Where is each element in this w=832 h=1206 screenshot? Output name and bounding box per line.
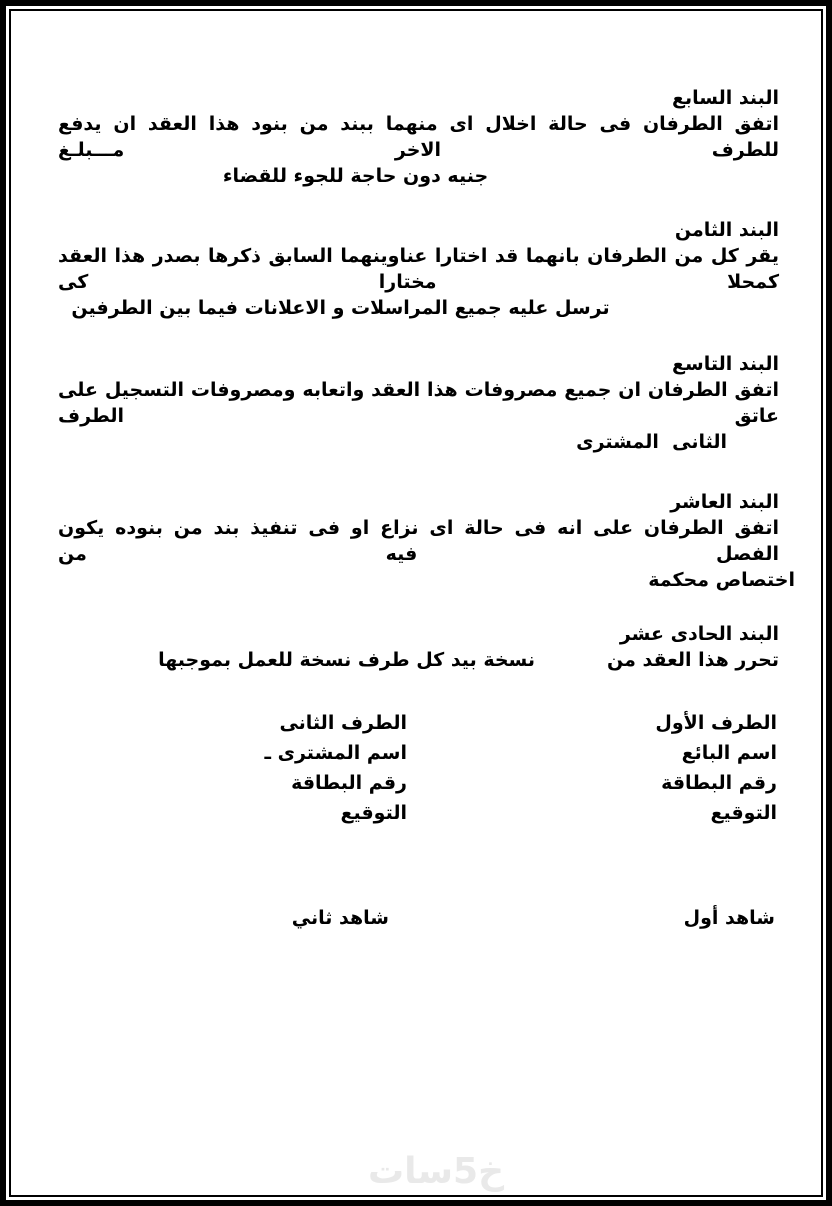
clause-eight-line-1: يقر كل من الطرفان بانهما قد اختارا عناوينهما السابق ذكرها بصدر هذا العقد كمحلا مختارا كى — [58, 245, 779, 293]
clause-eight-line-2: ترسل عليه جميع المراسلات و الاعلانات فيما بين الطرفين — [71, 297, 610, 319]
seller-signature-label: التوقيع — [710, 802, 777, 824]
copies-phrase-end: نسخة بيد كل طرف نسخة للعمل بموجبها — [158, 649, 536, 671]
clause-eleven-heading: البند الحادى عشر — [619, 623, 779, 645]
clause-nine-heading: البند التاسع — [672, 353, 779, 375]
clause-eight — [58, 217, 779, 321]
seller-id-label: رقم البطاقة — [661, 772, 777, 794]
clause-seven-line-2: جنيه دون حاجة للجوء للقضاء — [222, 165, 489, 187]
khamsat-watermark: خ5سات — [367, 1151, 505, 1192]
second-witness-label: شاهد ثاني — [291, 907, 389, 929]
buyer-name-label: اسم المشترى ـ — [264, 742, 407, 764]
clause-nine — [58, 351, 779, 455]
clause-eleven — [58, 621, 779, 673]
party-row-title — [58, 708, 779, 738]
party-row-signature — [58, 798, 779, 828]
clause-seven-line-1: اتفق الطرفان فى حالة اخلال اى منهما ببند من بنود هذا العقد ان يدفع للطرف الاخر مـــبلـغ — [58, 113, 779, 161]
party-row-name — [58, 738, 779, 768]
buyer-id-label: رقم البطاقة — [291, 772, 407, 794]
clause-seven — [58, 85, 779, 189]
clause-ten-heading: البند العاشر — [670, 491, 779, 513]
parties-signature-block — [58, 708, 779, 828]
copies-phrase-start: تحرر هذا العقد من — [607, 649, 779, 671]
clause-eight-heading: البند الثامن — [674, 219, 779, 241]
clause-nine-line-1: اتفق الطرفان ان جميع مصروفات هذا العقد واتعابه ومصروفات التسجيل على عاتق الطرف — [58, 379, 779, 427]
clause-seven-heading: البند السابع — [672, 87, 779, 109]
clause-ten-line-2: اختصاص محكمة — [648, 569, 795, 591]
clause-eleven-line-1 — [58, 647, 779, 673]
clause-nine-line-2: الثانى المشترى — [576, 431, 727, 453]
witnesses-row — [58, 903, 779, 933]
contract-body — [11, 11, 821, 1195]
buyer-signature-label: التوقيع — [340, 802, 407, 824]
party-row-id-number — [58, 768, 779, 798]
seller-name-label: اسم البائع — [681, 742, 777, 764]
clause-ten — [58, 489, 795, 593]
first-witness-label: شاهد أول — [683, 907, 775, 929]
second-party-title: الطرف الثانى — [279, 712, 407, 734]
first-party-title: الطرف الأول — [655, 712, 777, 734]
clause-ten-line-1: اتفق الطرفان على انه فى حالة اى نزاع او فى تنفيذ بند من بنوده يكون الفصل فيه من — [58, 517, 779, 565]
